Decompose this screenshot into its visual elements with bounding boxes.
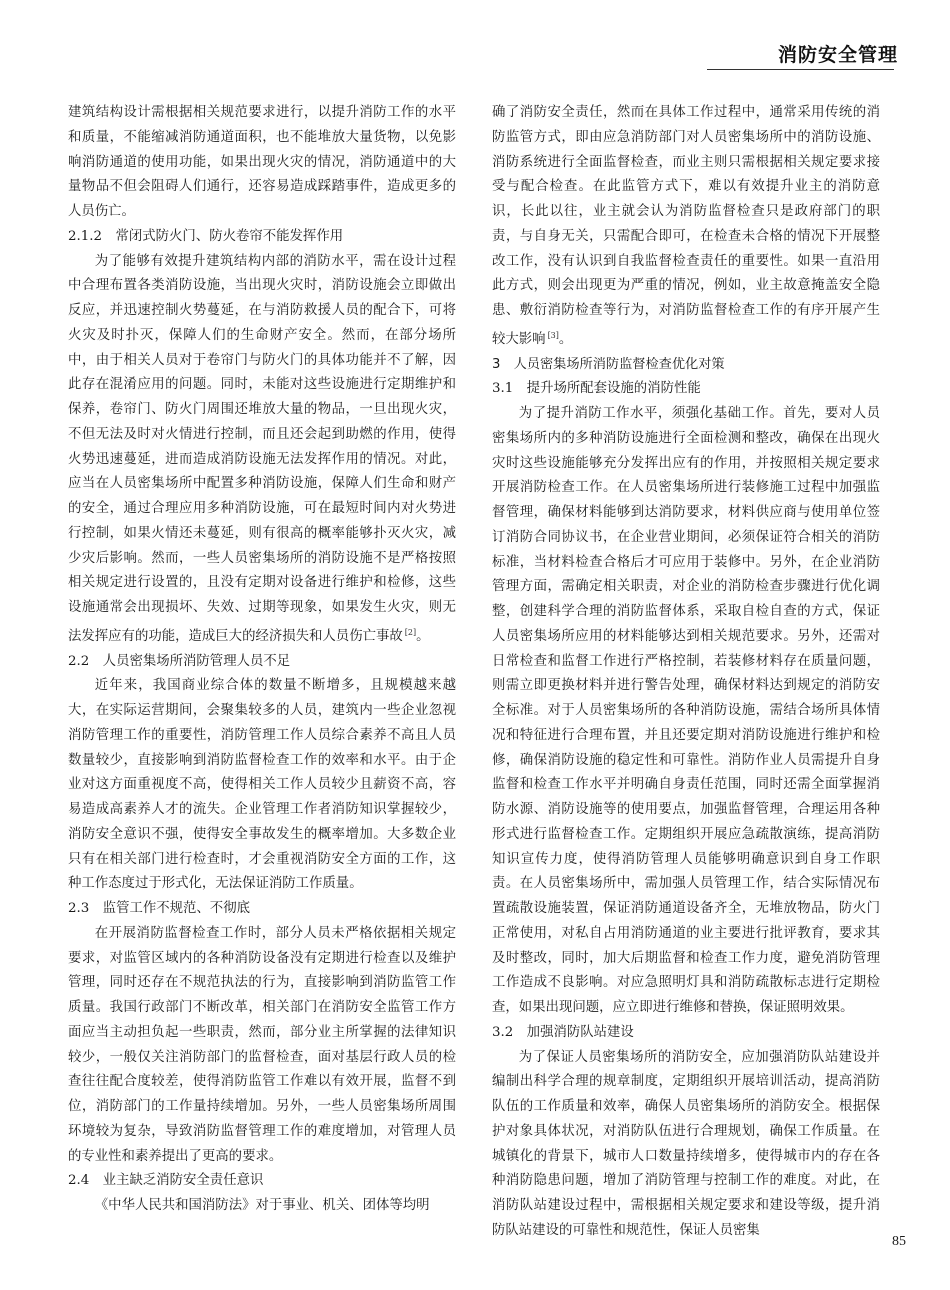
header-divider	[707, 69, 894, 70]
citation-2[interactable]: [2]	[404, 627, 417, 637]
heading-2-2: 2.2 人员密集场所消防管理人员不足	[68, 653, 291, 669]
paragraph-intro: 建筑结构设计需根据相关规范要求进行，以提升消防工作的水平和质量，不能缩减消防通道面积，也不能堆放大量货物，以免影响消防通道的使用功能，如果出现火灾的情况，消防通道中的大量物品不但会阻碍人们通行，还容易造成踩踏事件，造成更多的人员伤亡。	[68, 105, 456, 219]
left-column	[68, 101, 456, 1219]
citation-3[interactable]: [3]	[547, 330, 559, 340]
paragraph-2-4-cont-text: 确了消防安全责任，然而在具体工作过程中，通常采用传统的消防监管方式，即由应急消防部门对人员密集场所中的消防设施、消防系统进行全面监督检查，而业主则只需根据相关规定要求接受与配合检查。在此监管方式下，难以有效提升业主的消防意识，长此以往，业主就会认为消防监督检查只是政府部门的职责，与自身无关，只需配合即可，在检查未合格的情况下开展整改工作，没有认识到自我监督检查责任的重要性。如果一直沿用此方式，则会出现更为严重的情况，例如，业主故意掩盖安全隐患、敷衍消防检查等行为，对消防监督检查工作的有序开展产生较大影响	[492, 105, 880, 347]
heading-2-1-2: 2.1.2 常闭式防火门、防火卷帘不能发挥作用	[68, 228, 344, 244]
section-title: 消防安全管理	[777, 44, 898, 66]
paragraph-3-2: 为了保证人员密集场所的消防安全，应加强消防队站建设并编制出科学合理的规章制度，定期组织开展培训活动，提高消防队伍的工作质量和效率，确保人员密集场所的消防安全。根据保护对象具体状况，对消防队伍进行合理规划，确保工作质量。在城镇化的背景下，城市人口数量持续增多，使得城市内的存在各种消防隐患问题，增加了消防管理与控制工作的难度。对此，在消防队站建设过程中，需根据相关规定要求和建设等级，提升消防队站建设的可靠性和规范性，保证人员密集	[492, 1049, 880, 1238]
heading-2-4: 2.4 业主缺乏消防安全责任意识	[68, 1173, 264, 1189]
paragraph-3-1: 为了提升消防工作水平，须强化基础工作。首先，要对人员密集场所内的多种消防设施进行全面检测和整改，确保在出现火灾时这些设施能够充分发挥出应有的作用，并按照相关规定要求开展消防检查工作。在人员密集场所进行装修施工过程中加强监督管理，确保材料能够到达消防要求，材料供应商与使用单位签订消防合同协议书，在企业营业期间，必须保证符合相关的消防标准，当材料检查合格后才可应用于装修中。另外，在企业消防管理方面，需确定相关职责，对企业的消防检查步骤进行优化调整，创建科学合理的消防监督体系，采取自检自查的方式，保证人员密集场所应用的材料能够达到相关规范要求。另外，还需对日常检查和监督工作进行严格控制，若装修材料存在质量问题，则需立即更换材料并进行警告处理，确保材料达到规定的消防安全标准。对于人员密集场所的各种消防设施，需结合场所具体情况和特征进行合理布置，并且还要定期对消防设施进行维护和检修，确保消防设施的稳定性和可靠性。消防作业人员需提升自身监督和检查工作水平并明确自身责任范围，同时还需全面掌握消防水源、消防设施等的使用要点，加强监督管理，合理运用各种形式进行监督检查工作。定期组织开展应急疏散演练，提高消防知识宣传力度，使得消防管理人员能够明确意识到自身工作职责。在人员密集场所中，需加强人员管理工作，结合实际情况布置疏散设施装置，保证消防通道设备齐全，无堆放物品，防火门正常使用，对私自占用消防通道的业主要进行批评教育，要求其及时整改，同时，加大后期监督和检查工作力度，避免消防管理工作造成不良影响。对应急照明灯具和消防疏散标志进行定期检查，如果出现问题，应立即进行维修和替换，保证照明效果。	[492, 406, 880, 1015]
paragraph-2-3: 在开展消防监督检查工作时，部分人员未严格依据相关规定要求，对监管区域内的各种消防设备没有定期进行检查以及维护管理，同时还存在不规范执法的行为，直接影响到消防监管工作质量。我国行政部门不断改革，相关部门在消防安全监管工作方面应当主动担负起一些职责，然而，部分业主所掌握的法律知识较少，一般仅关注消防部门的监督检查，面对基层行政人员的检查往往配合度较差，使得消防监管工作难以有效开展，监督不到位，消防部门的工作量持续增加。另外，一些人员密集场所周围环境较为复杂，导致消防监督管理工作的难度增加，对管理人员的专业性和素养提出了更高的要求。	[68, 925, 456, 1164]
paragraph-2-4-start: 《中华人民共和国消防法》对于事业、机关、团体等均明	[94, 1198, 430, 1213]
paragraph-2-4-cont	[492, 101, 880, 353]
page-number: 85	[892, 1234, 906, 1249]
right-column	[492, 101, 880, 1244]
heading-3-2: 3.2 加强消防队站建设	[492, 1024, 634, 1040]
paragraph-2-1-2-text: 为了能够有效提升建筑结构内部的消防水平，需在设计过程中合理布置各类消防设施，当出现火灾时，消防设施会立即做出反应，并迅速控制火势蔓延，在与消防救援人员的配合下，可将火灾及时扑灭，保障人们的生命财产安全。然而，在部分场所中，由于相关人员对于卷帘门与防火门的具体功能并不了解，因此存在混淆应用的问题。同时，未能对这些设施进行定期维护和保养，卷帘门、防火门周围还堆放大量的物品，一旦出现火灾，不但无法及时对火情进行控制，而且还会起到助燃的作用，使得火势迅速蔓延，进而造成消防设施无法发挥作用的情况。对此，应当在人员密集场所中配置多种消防设施，保障人们生命和财产的安全，通过合理应用多种消防设施，可在最短时间内对火势进行控制，如果火情还未蔓延，则有很高的概率能够扑灭火灾，减少灾后影响。然而，一些人员密集场所的消防设施不是严格按照相关规定进行设置的，且没有定期对设备进行维护和检修，这些设施通常会出现损坏、失效、过期等现象，如果发生火灾，则无法发挥应有的功能，造成巨大的经济损失和人员伤亡事故	[68, 253, 456, 644]
heading-3: 3 人员密集场所消防监督检查优化对策	[492, 356, 725, 372]
heading-2-3: 2.3 监管工作不规范、不彻底	[68, 901, 250, 916]
paragraph-2-1-2	[68, 250, 456, 650]
period: 。	[558, 331, 573, 347]
heading-3-1: 3.1 提升场所配套设施的消防性能	[492, 381, 701, 397]
paragraph-2-2: 近年来，我国商业综合体的数量不断增多，且规模越来越大，在实际运营期间，会聚集较多的人员，建筑内一些企业忽视消防管理工作的重要性，消防管理工作人员综合素养不高且人员数量较少，直接影响到消防监督检查工作的效率和水平。由于企业对这方面重视度不高，使得相关工作人员较少且薪资不高，容易造成高素养人才的流失。企业管理工作者消防知识掌握较少，消防安全意识不强，使得安全事故发生的概率增加。大多数企业只有在相关部门进行检查时，才会重视消防安全方面的工作，这种工作态度过于形式化，无法保证消防工作质量。	[68, 678, 456, 892]
period: 。	[416, 628, 430, 644]
